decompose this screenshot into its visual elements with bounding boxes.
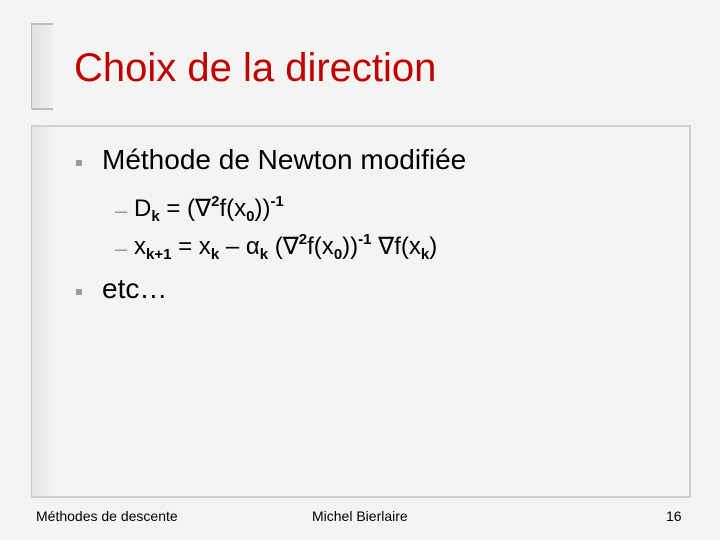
square-bullet-icon bbox=[76, 289, 82, 295]
formula-xk1-sup-inv: -1 bbox=[358, 231, 372, 248]
formula-xk1 bbox=[134, 231, 437, 263]
formula-xk1-minus: – bbox=[219, 233, 246, 260]
formula-dk-sub-k: k bbox=[151, 208, 160, 225]
formula-dk-sup-2: 2 bbox=[211, 193, 220, 210]
bullet-newton: Méthode de Newton modifiée bbox=[102, 144, 467, 175]
frame-line-right bbox=[689, 125, 691, 498]
formula-xk1-sub-0: 0 bbox=[333, 246, 343, 263]
formula-xk1-sub: k+1 bbox=[146, 246, 172, 263]
dash-bullet-icon: – bbox=[115, 198, 128, 223]
dash-bullet-icon: – bbox=[115, 236, 128, 261]
formula-dk-eq: = ( bbox=[159, 195, 196, 222]
formula-xk1-close: )) bbox=[342, 233, 359, 260]
page-number: 16 bbox=[666, 508, 682, 524]
alpha-symbol: α bbox=[245, 233, 260, 260]
formula-dk-sub-0: 0 bbox=[246, 208, 255, 225]
frame-decoration-left bbox=[31, 125, 53, 498]
formula-xk1-sup-2: 2 bbox=[298, 231, 308, 248]
formula-xk1-f: f(x bbox=[307, 233, 334, 260]
formula-dk-D: D bbox=[134, 195, 152, 222]
formula-xk1-sub-k: k bbox=[210, 246, 220, 263]
formula-dk-f: f(x bbox=[219, 195, 247, 222]
formula-xk1-f2: f(x bbox=[394, 233, 421, 260]
footer-author: Michel Bierlaire bbox=[312, 508, 408, 524]
formula-dk-close: )) bbox=[254, 195, 271, 222]
bullet-etc: etc… bbox=[102, 273, 168, 304]
formula-xk1-x: x bbox=[134, 233, 146, 260]
square-bullet-icon bbox=[76, 160, 82, 166]
frame-decoration-top bbox=[31, 23, 53, 109]
formula-xk1-eq: = x bbox=[171, 233, 211, 260]
formula-dk-sup-inv: -1 bbox=[270, 193, 284, 210]
nabla-symbol: ∇ bbox=[282, 233, 299, 260]
slide-title: Choix de la direction bbox=[74, 46, 437, 90]
formula-dk bbox=[134, 193, 284, 225]
nabla-symbol: ∇ bbox=[378, 233, 395, 260]
formula-xk1-open: ( bbox=[268, 233, 283, 260]
footer-course-title: Méthodes de descente bbox=[36, 508, 178, 524]
formula-xk1-sub-k2: k bbox=[420, 246, 430, 263]
frame-line-bottom bbox=[31, 496, 691, 498]
formula-xk1-sub-alpha-k: k bbox=[259, 246, 269, 263]
formula-xk1-end: ) bbox=[429, 233, 438, 260]
nabla-symbol: ∇ bbox=[195, 195, 212, 222]
frame-line-top bbox=[31, 125, 691, 127]
